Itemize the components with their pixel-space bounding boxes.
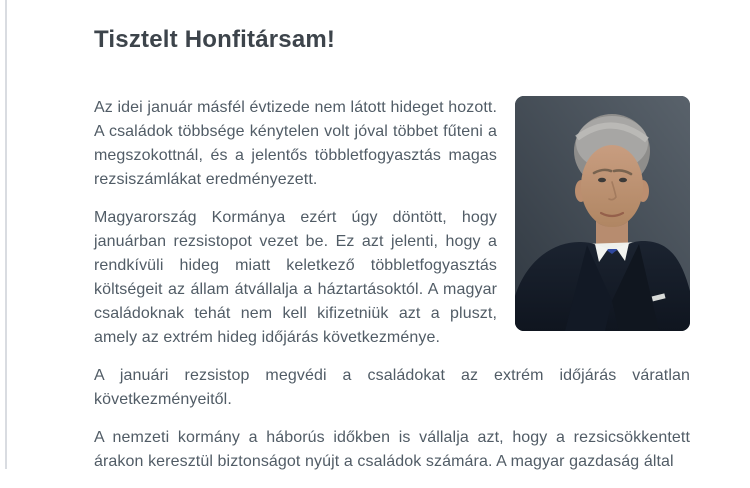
orban-portrait-image xyxy=(515,96,690,331)
paragraph-1: Az idei január másfél évtizede nem látott hideget hozott. A családok többsége kénytelen volt jóval többet fűteni a megszokottnál, és a jelentős többletfogyasztás magas rezsiszámlákat eredményezett. xyxy=(94,99,497,188)
portrait-photo xyxy=(515,96,690,331)
page-left-edge-line xyxy=(5,0,7,469)
paragraph-4: A nemzeti kormány a háborús időkben is vállalja azt, hogy a rezsicsökkentett árakon keresztül biztonságot nyújt a családok számára. A magyar gazdaság által xyxy=(94,429,690,470)
paragraph-2: Magyarország Kormánya ezért úgy döntött, hogy januárban rezsistopot vezet be. Ez azt jelenti, hogy a rendkívüli hideg miatt keletkező többletfogyasztás költségeit az állam átvállalja a háztartásoktól. A magyar családoknak tehát nem kell kifizetniük azt a pluszt, amely az extrém hideg időjárás következménye. xyxy=(94,209,497,346)
letter-document xyxy=(94,0,690,488)
paragraph-3: A januári rezsistop megvédi a családokat az extrém időjárás váratlan következményeitől. xyxy=(94,367,690,408)
page-title: Tisztelt Honfitársam! xyxy=(94,26,336,53)
